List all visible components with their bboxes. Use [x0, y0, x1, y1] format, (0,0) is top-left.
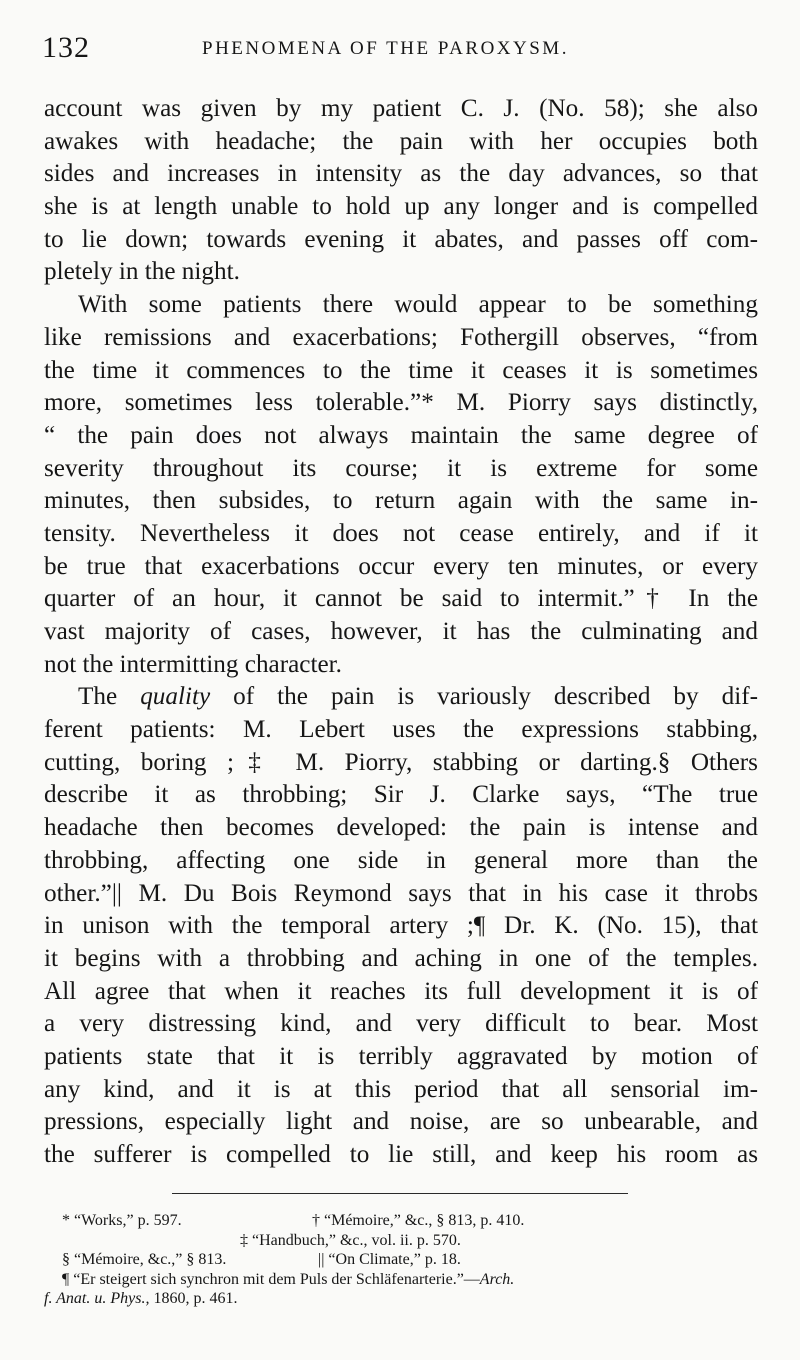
text-line: vast majority of cases, however, it has the culminating and [44, 618, 758, 645]
footnote-line [44, 1270, 760, 1290]
text-line: more, sometimes less tolerable.”* M. Piorry says distinctly, [44, 389, 758, 417]
footnote-memoire: § “Mémoire, &c.,” § 813. [62, 1251, 227, 1269]
text-line: other.”|| M. Du Bois Reymond says that in his case it throbs [44, 879, 758, 907]
footnote-divider [172, 1193, 628, 1194]
text-line: tensity. Nevertheless it does not cease entirely, and if it [44, 519, 758, 547]
text-line: pressions, especially light and noise, are so unbearable, and [44, 1108, 758, 1136]
footnote-on-climate: || “On Climate,” p. 18. [318, 1251, 461, 1269]
text-line: in unison with the temporal artery ;¶ Dr. K. (No. 15), that [44, 912, 758, 940]
text-line: not the intermitting character. [44, 650, 342, 678]
text-line: All agree that when it reaches its full development it is of [44, 977, 758, 1005]
text-line: like remissions and exacerbations; Fothergill observes, “from [44, 323, 758, 351]
text-line: it begins with a throbbing and aching in one of the temples. [44, 944, 758, 972]
text-line: “ the pain does not always maintain the same degree of [44, 421, 758, 449]
text-line: a very distressing kind, and very difficult to bear. Most [44, 1010, 758, 1038]
text-line: quarter of an hour, it cannot be said to intermit.”† In the [44, 585, 758, 613]
text-line: be true that exacerbations occur every ten minutes, or every [44, 552, 758, 580]
text-line: account was given by my patient C. J. (No. 58); she also [44, 95, 758, 122]
footnote-memoire-813: † “Mémoire,” &c., § 813, p. 410. [312, 1212, 525, 1229]
text-line-paragraph-start [44, 681, 758, 714]
text-line: patients state that it is terribly aggravated by motion of [44, 1042, 758, 1070]
footnote-line [44, 1211, 760, 1231]
text-line: she is at length unable to hold up any longer and is compelled [44, 193, 758, 221]
text-line: ferent patients: M. Lebert uses the expressions stabbing, [44, 716, 758, 744]
running-title: PHENOMENA OF THE PAROXYSM. [202, 38, 569, 59]
footnote-line [44, 1231, 760, 1251]
text-line: the time it commences to the time it ceases it is sometimes [44, 356, 758, 384]
page-number: 132 [42, 31, 90, 64]
text-line-rest: of the pain is variously described by dif- [233, 683, 758, 711]
body-text [44, 93, 758, 1172]
footnote-quote: ¶ “Er steigert sich synchron mit dem Puls der Schläfenarterie.”— [62, 1270, 480, 1288]
text-line: sides and increases in intensity as the day advances, so that [44, 160, 758, 188]
footnote-year-page: 1860, p. 461. [153, 1290, 238, 1308]
emphasis-word: quality [140, 683, 211, 711]
footnote-line [44, 1250, 760, 1270]
text-line: the sufferer is compelled to lie still, and keep his room as [44, 1141, 758, 1168]
text-line: With some patients there would appear to be something [78, 291, 758, 319]
text-line: awakes with headache; the pain with her occupies both [44, 127, 758, 155]
page-header [42, 30, 758, 70]
footnote-handbuch: ‡ “Handbuch,” &c., vol. ii. p. 570. [240, 1231, 461, 1249]
text-line: throbbing, affecting one side in general more than the [44, 846, 758, 874]
text-line: cutting, boring ;‡ M. Piorry, stabbing or darting.§ Others [44, 748, 758, 776]
text-line: any kind, and it is at this period that all sensorial im- [44, 1075, 758, 1103]
footnote-journal: f. Anat. u. Phys., [44, 1290, 150, 1308]
footnote-source: Arch. [479, 1270, 515, 1288]
text-line: severity throughout its course; it is extreme for some [44, 454, 758, 482]
footnote-line [44, 1289, 760, 1309]
text-line: headache then becomes developed: the pain is intense and [44, 814, 758, 842]
text-line: minutes, then subsides, to return again with the same in- [44, 487, 758, 515]
text-line: to lie down; towards evening it abates, and passes off com- [44, 225, 758, 253]
text-line: describe it as throbbing; Sir J. Clarke says, “The true [44, 781, 758, 809]
paragraph-lead-word: The [78, 683, 118, 711]
footnote-works: * “Works,” p. 597. [62, 1212, 182, 1229]
footnotes [44, 1211, 760, 1309]
text-line: pletely in the night. [44, 258, 240, 286]
